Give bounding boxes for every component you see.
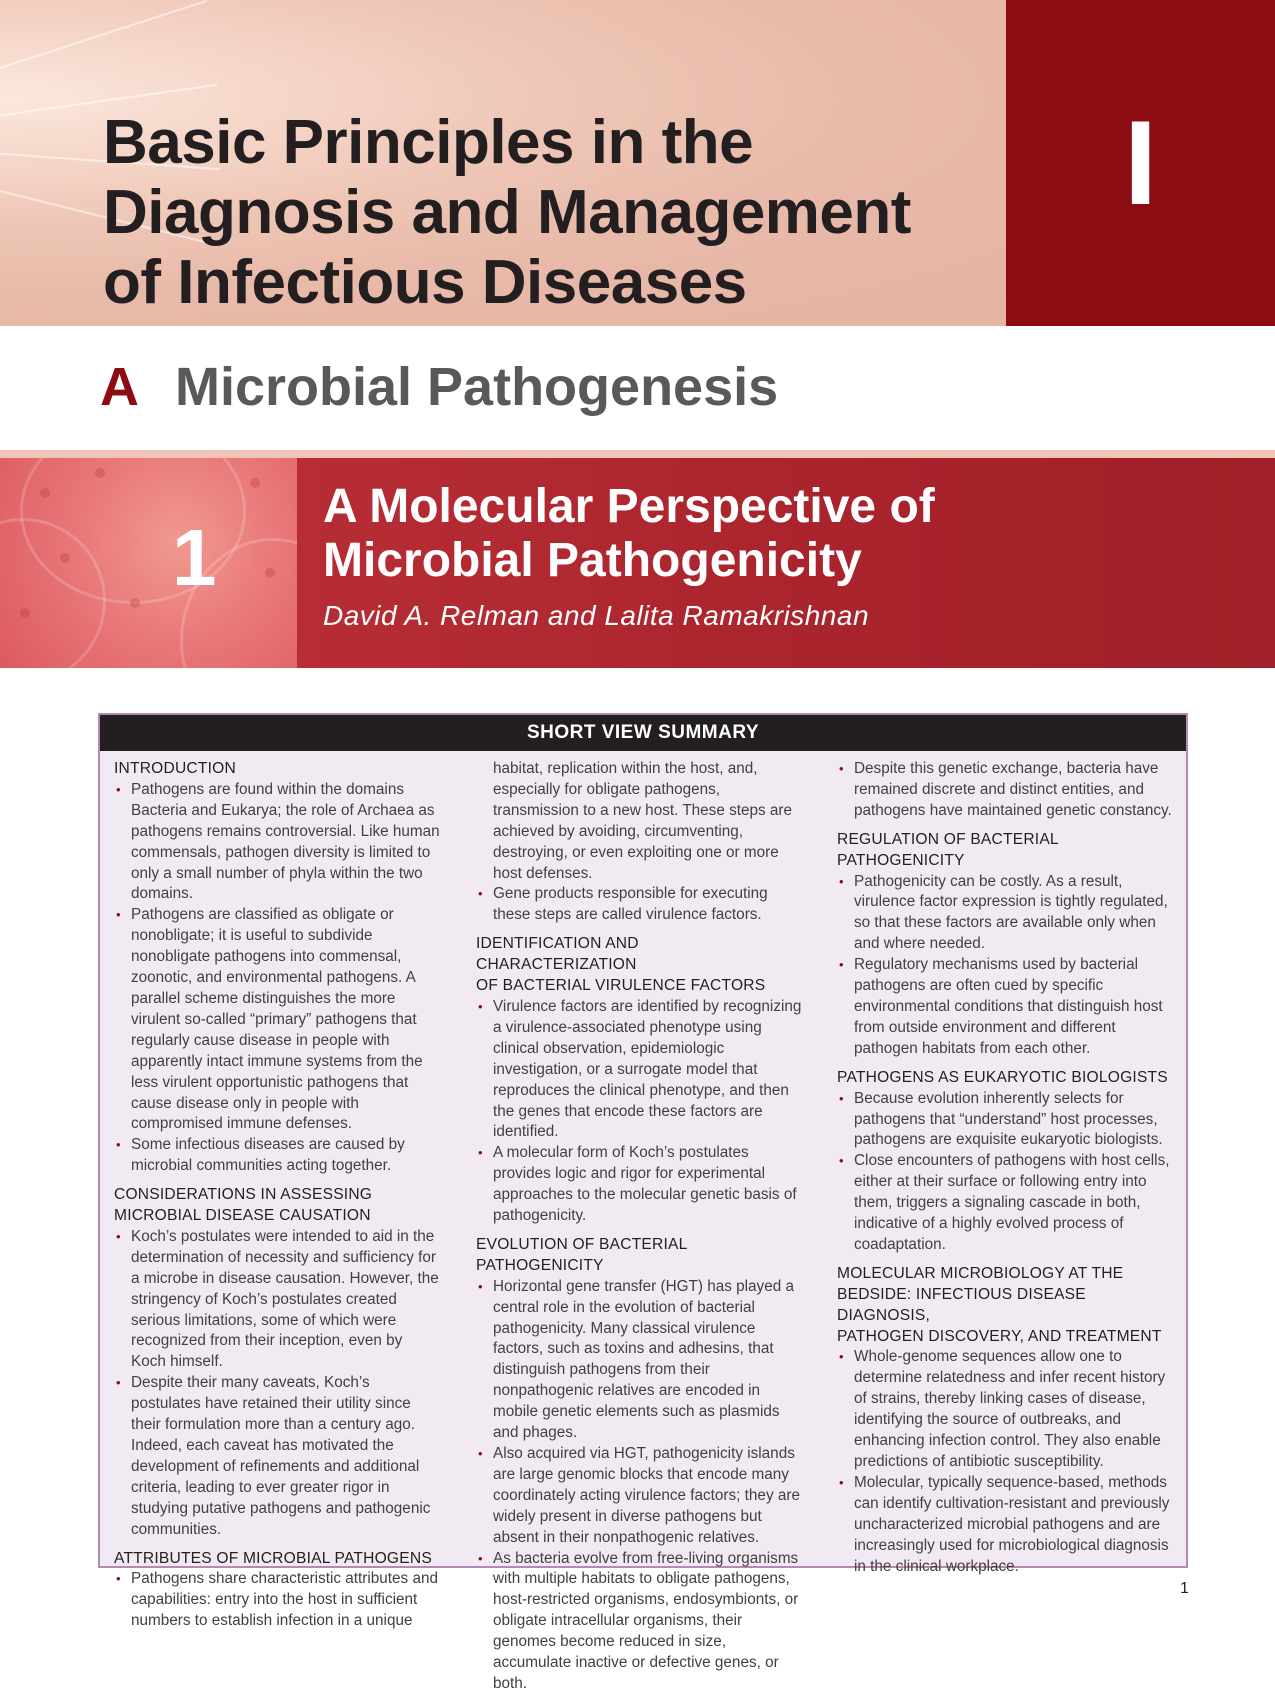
considerations-heading	[114, 1185, 440, 1227]
section-letter: A	[100, 357, 139, 417]
decorative-dot	[265, 568, 275, 578]
heading-line: IDENTIFICATION AND CHARACTERIZATION	[476, 935, 639, 974]
list-item: • Virulence factors are identified by recognizing a virulence-associated phenotype using clinical observation, epidemiologic investigation, or a surrogate model that reproduces the clinical phenotype, and then the genes that encode these factors are identified.	[476, 997, 802, 1143]
chapter-number: 1	[172, 513, 217, 602]
list-item: • Also acquired via HGT, pathogenicity islands are large genomic blocks that encode many coordinately acting virulence factors; they are widely present in diverse pathogens but absent in their nonpathogenic relatives.	[476, 1444, 802, 1549]
list-item: • Whole-genome sequences allow one to determine relatedness and infer recent history of strains, thereby linking cases of disease, identifying the source of outbreaks, and enhancing infection control. They also enable predictions of antibiotic susceptibility.	[837, 1347, 1173, 1472]
list-item: • As bacteria evolve from free-living organisms with multiple habitats to obligate pathogens, host-restricted organisms, endosymbionts, or obligate intracellular organisms, their genomes become reduced in size, accumulate inactive or defective genes, or both.	[476, 1549, 802, 1695]
list-item: • Koch’s postulates were intended to aid in the determination of necessity and sufficiency for a microbe in disease causation. However, the stringency of Koch’s postulates created serious limitations, some of which were recognized from their inception, even by Koch himself.	[114, 1227, 440, 1373]
heading-line: CONSIDERATIONS IN ASSESSING	[114, 1186, 373, 1204]
list-item: • Pathogens are found within the domains Bacteria and Eukarya; the role of Archaea as pathogens remains controversial. Like human commensals, pathogen diversity is limited to only a small number of phyla within the two domains.	[114, 780, 440, 905]
evolution-list	[476, 1277, 802, 1695]
identification-heading	[476, 934, 802, 997]
summary-column-3	[837, 759, 1173, 1585]
identification-list	[476, 997, 802, 1227]
summary-heading: SHORT VIEW SUMMARY	[100, 715, 1186, 751]
eukaryotic-heading: PATHOGENS AS EUKARYOTIC BIOLOGISTS	[837, 1068, 1168, 1086]
list-item: • A molecular form of Koch’s postulates provides logic and rigor for experimental approaches to the molecular genetic basis of pathogenicity.	[476, 1143, 802, 1227]
attributes-list	[114, 1569, 440, 1632]
list-item: • Pathogens share characteristic attributes and capabilities: entry into the host in sufficient numbers to establish infection in a unique	[114, 1569, 440, 1632]
decorative-dot	[40, 488, 50, 498]
list-item: • Regulatory mechanisms used by bacterial pathogens are often cued by specific environmental conditions that distinguish host from outside environment and different pathogen habitats from each other.	[837, 955, 1173, 1060]
heading-line: MICROBIAL DISEASE CAUSATION	[114, 1207, 371, 1225]
part-title-line: Basic Principles in the	[103, 108, 754, 177]
heading-line: PATHOGENICITY	[837, 851, 965, 869]
page-number: 1	[1180, 1580, 1189, 1597]
list-item: • Molecular, typically sequence-based, methods can identify cultivation-resistant and previously uncharacterized microbial pathogens and are increasingly used for microbiological diagnosis in the clinical workplace.	[837, 1473, 1173, 1578]
list-item: • Despite their many caveats, Koch’s postulates have retained their utility since their formulation more than a century ago. Indeed, each caveat has motivated the development of refinements and additional criteria, leading to ever greater rigor in studying putative pathogens and pathogenic communities.	[114, 1373, 440, 1540]
decorative-dot	[60, 553, 70, 563]
continued-text: habitat, replication within the host, and, especially for obligate pathogens, transmission to a new host. These steps are achieved by avoiding, circumventing, destroying, or even exploiting one or more host defenses.	[493, 760, 793, 882]
decorative-dot	[130, 598, 140, 608]
part-title-line: Diagnosis and Management	[103, 178, 911, 247]
section-title: Microbial Pathogenesis	[175, 357, 779, 417]
evolution-heading: EVOLUTION OF BACTERIAL PATHOGENICITY	[476, 1235, 687, 1274]
list-item: • Pathogenicity can be costly. As a result, virulence factor expression is tightly regulated, so that these factors are available only when and where needed.	[837, 872, 1173, 956]
chapter-title-line: A Molecular Perspective of	[323, 480, 935, 533]
regulation-heading	[837, 830, 1173, 872]
decorative-dot	[250, 478, 260, 488]
regulation-list	[837, 872, 1173, 1060]
introduction-list	[114, 780, 440, 1177]
introduction-heading: INTRODUCTION	[114, 760, 236, 777]
part-title	[103, 108, 1003, 318]
part-number: I	[1123, 96, 1158, 230]
list-item: • Pathogens are classified as obligate or nonobligate; it is useful to subdivide nonobligate pathogens into commensal, zoonotic, and environmental pathogens. A parallel scheme distinguishes the more virulent so-called “primary” pathogens that regularly cause disease in people with apparently intact immune systems from the less virulent opportunistic pathogens that cause disease only in people with compromised immune defenses.	[114, 905, 440, 1135]
molecular-list	[837, 1347, 1173, 1577]
list-item: • Gene products responsible for executing these steps are called virulence factors.	[476, 884, 802, 926]
decorative-dot	[95, 468, 105, 478]
attributes-list-continued	[476, 884, 802, 926]
summary-column-1	[114, 759, 440, 1640]
heading-line: OF BACTERIAL VIRULENCE FACTORS	[476, 977, 766, 995]
heading-line: MOLECULAR MICROBIOLOGY AT THE	[837, 1264, 1124, 1282]
short-view-summary	[98, 713, 1188, 1692]
list-item: • Close encounters of pathogens with host cells, either at their surface or following entry into them, triggers a signaling cascade in both, indicative of a highly evolved process of coadaptation.	[837, 1151, 1173, 1256]
attributes-heading: ATTRIBUTES OF MICROBIAL PATHOGENS	[114, 1549, 432, 1567]
divider	[0, 450, 1275, 458]
heading-line: BEDSIDE: INFECTIOUS DISEASE DIAGNOSIS,	[837, 1285, 1086, 1324]
heading-line: PATHOGEN DISCOVERY, AND TREATMENT	[837, 1327, 1162, 1345]
molecular-heading	[837, 1264, 1173, 1348]
list-item: • Horizontal gene transfer (HGT) has played a central role in the evolution of bacterial pathogenicity. Many classical virulence factors, such as toxins and adhesins, that distinguish pathogens from their nonpathogenic relatives are encoded in mobile genetic elements such as plasmids and phages.	[476, 1277, 802, 1444]
chapter-title-line: Microbial Pathogenicity	[323, 534, 862, 587]
chapter-title	[323, 480, 1263, 588]
decorative-dot	[20, 608, 30, 618]
part-number-box	[1006, 0, 1275, 326]
chapter-authors: David A. Relman and Lalita Ramakrishnan	[323, 600, 870, 631]
heading-line: REGULATION OF BACTERIAL	[837, 830, 1059, 848]
list-item: • Despite this genetic exchange, bacteria have remained discrete and distinct entities, and pathogens have maintained genetic constancy.	[837, 759, 1173, 822]
evolution-list-continued	[837, 759, 1173, 822]
list-item: • Some infectious diseases are caused by microbial communities acting together.	[114, 1135, 440, 1177]
summary-column-2	[476, 759, 802, 1703]
chapter-number-panel	[0, 458, 297, 668]
eukaryotic-list	[837, 1089, 1173, 1256]
considerations-list	[114, 1227, 440, 1541]
decorative-ray	[0, 0, 208, 82]
list-item: • Because evolution inherently selects for pathogens that “understand” host processes, pathogens are exquisite eukaryotic biologists.	[837, 1089, 1173, 1152]
part-title-line: of Infectious Diseases	[103, 248, 747, 317]
